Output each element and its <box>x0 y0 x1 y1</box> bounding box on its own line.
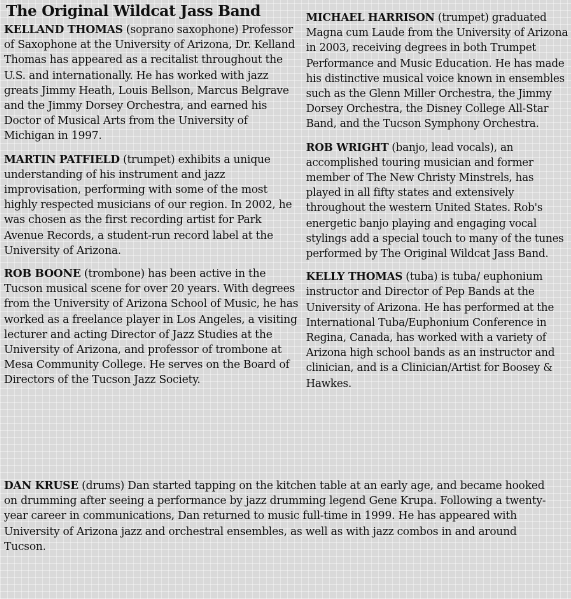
bio-text: (trumpet) exhibits a unique understanding of his instrument and jazz improvisation, performing with some of the most highly respected musicians of our region. In 2002, he was chosen as the first recording artist for Park Avenue Records, a student-run record label at the University of Arizona. <box>4 152 292 257</box>
bio-name: MICHAEL HARRISON <box>306 11 435 24</box>
band-title: The Original Wildcat Jass Band <box>6 2 261 20</box>
bottom-section <box>4 478 560 562</box>
bio-name: ROB WRIGHT <box>306 140 389 154</box>
bio-kelland-thomas <box>4 22 300 144</box>
bio-text: (banjo, lead vocals), an accomplished touring musician and former member of The New Christy Minstrels, has played in all fifty states and extensively throughout the western United States. Rob's energetic banjo playing and engaging vocal stylings add a special touch to many of the tunes performed by The Original Wildcat Jass Band. <box>306 140 564 261</box>
bio-text: (soprano saxophone) Professor of Saxophone at the University of Arizona, Dr. Kelland Thomas has appeared as a recitalist throughout the U.S. and internationally. He has worked with jazz greats Jimmy Heath, Louis Bellson, Marcus Belgrave and the Jimmy Dorsey Orchestra, and earned his Doctor of Musical Arts from the University of Michigan in 1997. <box>4 23 295 143</box>
bio-name: KELLAND THOMAS <box>4 23 123 36</box>
bio-martin-patfield <box>4 152 300 258</box>
bio-rob-wright <box>306 140 568 262</box>
bio-dan-kruse <box>4 478 560 554</box>
bio-rob-boone <box>4 266 300 388</box>
bio-text: (trombone) has been active in the Tucson musical scene for over 20 years. With degrees from the University of Arizona School of Music, he has worked as a freelance player in Los Angeles, a visiting lecturer and acting Director of Jazz Studies at the University of Arizona, and professor of trombone at Mesa Community College. He serves on the Board of Directors of the Tucson Jazz Society. <box>4 267 299 387</box>
bio-name: DAN KRUSE <box>4 479 79 492</box>
bio-text: (drums) Dan started tapping on the kitchen table at an early age, and became hooked on drumming after seeing a performance by jazz drumming legend Gene Krupa. Following a twenty-year career in communications, Dan returned to music full-time in 1999. He has appeared with University of Arizona jazz and orchestral ensembles, as well as with jazz combos in and around Tucson. <box>4 479 546 553</box>
right-column <box>306 10 568 399</box>
bio-text: (tuba) is tuba/ euphonium instructor and Director of Pep Bands at the University of Arizona. He has performed at the International Tuba/Euphonium Conference in Regina, Canada, has worked with a variety of Arizona high school bands as an instructor and clinician, and is a Clinician/Artist for Boosey & Hawkes. <box>306 270 555 390</box>
bio-name: KELLY THOMAS <box>306 270 403 284</box>
bio-kelly-thomas <box>306 269 568 391</box>
left-column <box>4 22 300 396</box>
bio-name: ROB BOONE <box>4 267 81 281</box>
bio-michael-harrison <box>306 10 568 132</box>
bio-text: (trumpet) graduated Magna cum Laude from the University of Arizona in 2003, receiving degrees in both Trumpet Performance and Music Education. He has made his distinctive musical voice known in ensembles such as the Glenn Miller Orchestra, the Jimmy Dorsey Orchestra, the Disney College All-Star Band, and the Tucson Symphony Orchestra. <box>306 11 568 131</box>
bio-name: MARTIN PATFIELD <box>4 152 120 166</box>
